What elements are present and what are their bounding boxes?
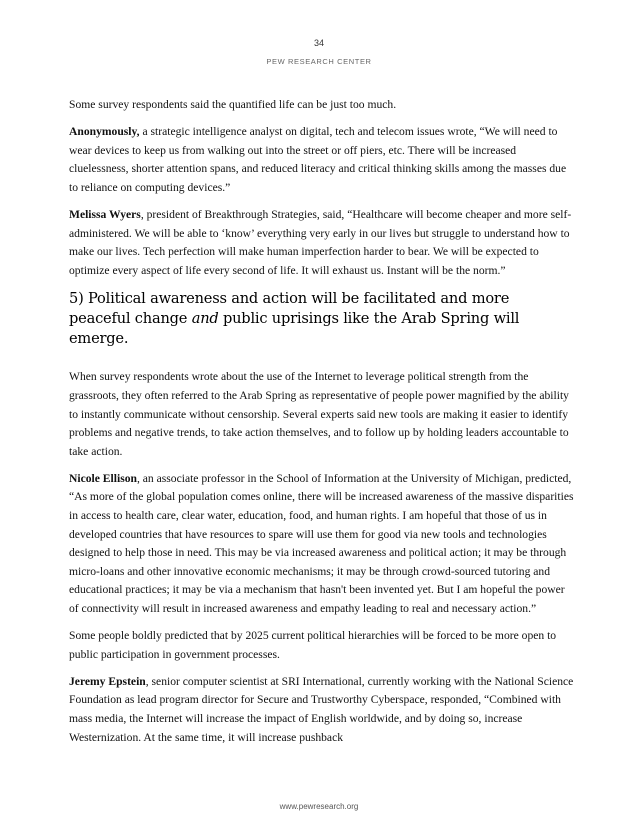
- footer-url[interactable]: www.pewresearch.org: [279, 802, 359, 811]
- respondent-name: Melissa Wyers: [69, 207, 141, 221]
- quote-melissa-wyers: [69, 206, 574, 280]
- quote-anonymous: [69, 123, 574, 197]
- quote-text: a strategic intelligence analyst on digital, tech and telecom issues wrote, “We will need to wear devices to keep us from walking out into the street or off piers, etc. There will be increased cluelessness, shorter attention spans, and reduced literacy and critical thinking skills among the masses due to reliance on computing devices.”: [69, 125, 567, 194]
- arab-spring-paragraph: When survey respondents wrote about the use of the Internet to leverage political strength from the grassroots, they often referred to the Arab Spring as representative of people power magnified by the ability to instantly communicate without censorship. Several experts said new tools are making it easier to identify problems and negative trends, to take action themselves, and to follow up by holding leaders accountable to take action.: [69, 370, 569, 458]
- organization-name: PEW RESEARCH CENTER: [266, 57, 372, 66]
- respondent-name: Anonymously,: [69, 125, 140, 139]
- respondent-name: Jeremy Epstein: [69, 674, 146, 688]
- quote-text: , an associate professor in the School of Information at the University of Michigan, predicted, “As more of the global population comes online, there will be increased awareness of the massive disparities in access to health care, clear water, education, food, and human rights. I am hopeful that those of us in developed countries that have resources to spare will use them for good via new tools and technologies designed to help those in need. This may be via increased awareness and political action; it may be through micro-loans and other innovative economic mechanisms; it may be through crowd-sourced tutoring and educational practices; it may be via a mechanism that hasn't been invented yet. But I am hopeful the power of connectivity will result in increased awareness and empathy leading to real and necessary action.”: [69, 471, 574, 615]
- page-number: 34: [313, 38, 324, 48]
- section-heading: 5) Political awareness and action will be facilitated and more peaceful change and public uprisings like the Arab Spring will emerge.: [69, 290, 520, 348]
- intro-paragraph: Some survey respondents said the quantified life can be just too much.: [69, 98, 397, 111]
- heading-emphasis: and: [191, 310, 219, 328]
- hierarchies-paragraph: Some people boldly predicted that by 2025 current political hierarchies will be forced to be more open to public participation in government processes.: [69, 629, 557, 661]
- quote-text: , senior computer scientist at SRI International, currently working with the National Science Foundation as lead program director for Secure and Trustworthy Cyberspace, responded, “Combined with mass media, the Internet will increase the impact of English worldwide, and by doing so, increase Westernization. At the same time, it will increase pushback: [69, 674, 574, 744]
- quote-nicole-ellison: [69, 470, 574, 619]
- document-body: [69, 96, 574, 756]
- quote-jeremy-epstein: [69, 673, 574, 747]
- quote-text: , president of Breakthrough Strategies, said, “Healthcare will become cheaper and more self-administered. We will be able to ‘know’ everything very early in our lives but struggle to understand how to make our lives. Tech perfection will make human imperfection harder to bear. We will be expected to optimize every aspect of life every second of life. It will exhaust us. Instant will be the norm.”: [69, 207, 572, 277]
- respondent-name: Nicole Ellison: [69, 471, 137, 485]
